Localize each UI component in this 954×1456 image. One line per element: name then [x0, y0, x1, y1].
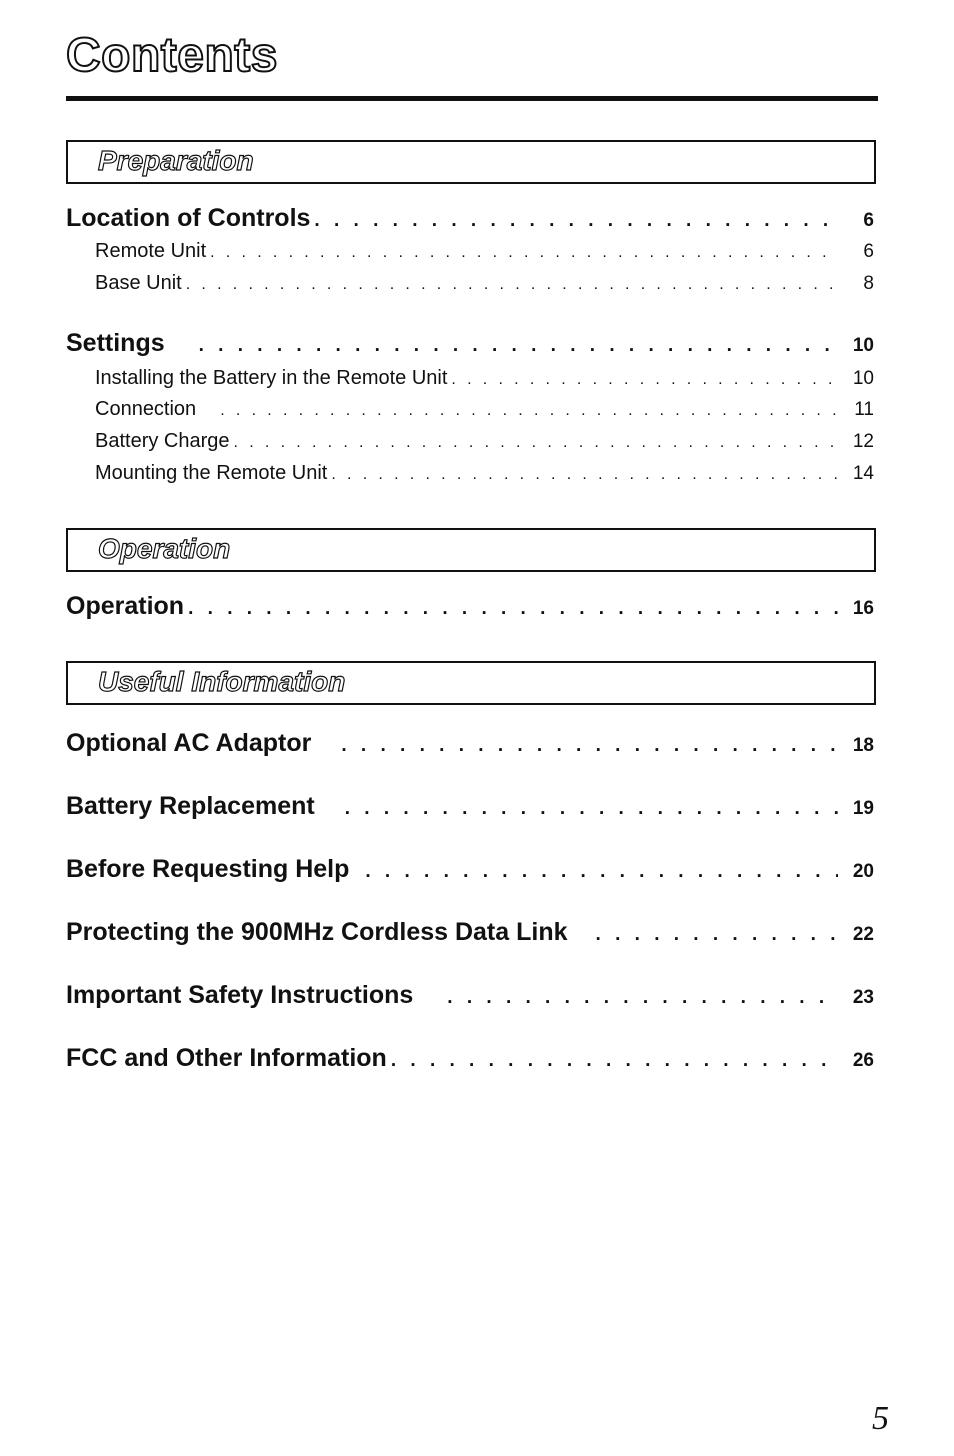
- toc-entry-label: Settings: [66, 329, 165, 357]
- toc-entry-remote-unit[interactable]: [95, 240, 874, 263]
- toc-entry-label: Battery Charge: [95, 430, 230, 452]
- toc-entry-before-requesting-help[interactable]: [66, 855, 874, 884]
- section-heading-useful-information: [66, 661, 876, 705]
- toc-entry-optional-ac-adaptor[interactable]: [66, 729, 874, 758]
- page-title: Contents: [66, 29, 278, 82]
- dot-leader: [210, 244, 838, 262]
- toc-entry-label: Base Unit: [95, 272, 182, 294]
- toc-entry-label: Important Safety Instructions: [66, 981, 414, 1009]
- title-rule: [66, 96, 878, 101]
- dot-leader: [188, 598, 838, 620]
- toc-entry-battery-replacement[interactable]: [66, 792, 874, 821]
- toc-entry-page: 19: [852, 798, 874, 819]
- toc-entry-mounting-remote-unit[interactable]: [95, 462, 874, 485]
- toc-entry-page: 23: [852, 987, 874, 1008]
- toc-entry-label: Mounting the Remote Unit: [95, 462, 328, 484]
- dot-leader: [220, 402, 838, 420]
- toc-entry-connection[interactable]: [95, 398, 874, 421]
- toc-entry-page: 20: [852, 861, 874, 882]
- toc-entry-settings[interactable]: [66, 329, 874, 358]
- page-number: 5: [872, 1400, 889, 1437]
- dot-leader: [234, 434, 838, 452]
- toc-entry-page: 16: [852, 598, 874, 619]
- toc-entry-page: 18: [852, 735, 874, 756]
- toc-entry-location-of-controls[interactable]: [66, 204, 874, 233]
- dot-leader: [365, 861, 838, 883]
- section-heading-label: Useful Information: [98, 666, 346, 697]
- toc-entry-label: Connection: [95, 398, 197, 420]
- toc-entry-label: Protecting the 900MHz Cordless Data Link: [66, 918, 568, 946]
- toc-entry-page: 22: [852, 924, 874, 945]
- section-heading-label: Preparation: [98, 145, 254, 176]
- section-heading-operation: [66, 528, 876, 572]
- dot-leader: [314, 210, 838, 232]
- toc-entry-page: 12: [852, 431, 874, 452]
- section-heading-preparation: [66, 140, 876, 184]
- dot-leader: [186, 276, 838, 294]
- dot-leader: [391, 1050, 838, 1072]
- toc-entry-label: Operation: [66, 592, 185, 620]
- toc-entry-label: Optional AC Adaptor: [66, 729, 312, 757]
- toc-entry-page: 8: [863, 273, 874, 294]
- toc-entry-label: FCC and Other Information: [66, 1044, 387, 1072]
- toc-entry-protecting-data-link[interactable]: [66, 918, 874, 947]
- dot-leader: [596, 924, 838, 946]
- toc-entry-label: Location of Controls: [66, 204, 311, 232]
- toc-entry-page: 10: [852, 335, 874, 356]
- toc-entry-page: 11: [854, 399, 874, 420]
- toc-entry-page: 26: [852, 1050, 874, 1071]
- toc-entry-label: Before Requesting Help: [66, 855, 350, 883]
- toc-entry-label: Installing the Battery in the Remote Unit: [95, 367, 448, 389]
- section-heading-label: Operation: [98, 533, 231, 564]
- toc-entry-fcc-other-information[interactable]: [66, 1044, 874, 1073]
- toc-entry-page: 6: [863, 210, 874, 231]
- toc-entry-battery-charge[interactable]: [95, 430, 874, 453]
- toc-entry-base-unit[interactable]: [95, 272, 874, 295]
- toc-entry-important-safety-instructions[interactable]: [66, 981, 874, 1010]
- dot-leader: [345, 798, 838, 820]
- toc-entry-page: 14: [852, 463, 874, 484]
- toc-entry-label: Battery Replacement: [66, 792, 315, 820]
- toc-entry-operation[interactable]: [66, 592, 874, 621]
- dot-leader: [447, 987, 838, 1009]
- dot-leader: [451, 371, 838, 389]
- dot-leader: [341, 735, 838, 757]
- toc-entry-installing-battery[interactable]: [95, 367, 874, 390]
- dot-leader: [331, 466, 838, 484]
- toc-entry-page: 10: [852, 368, 874, 389]
- toc-entry-label: Remote Unit: [95, 240, 207, 262]
- toc-entry-page: 6: [863, 241, 874, 262]
- dot-leader: [199, 335, 838, 357]
